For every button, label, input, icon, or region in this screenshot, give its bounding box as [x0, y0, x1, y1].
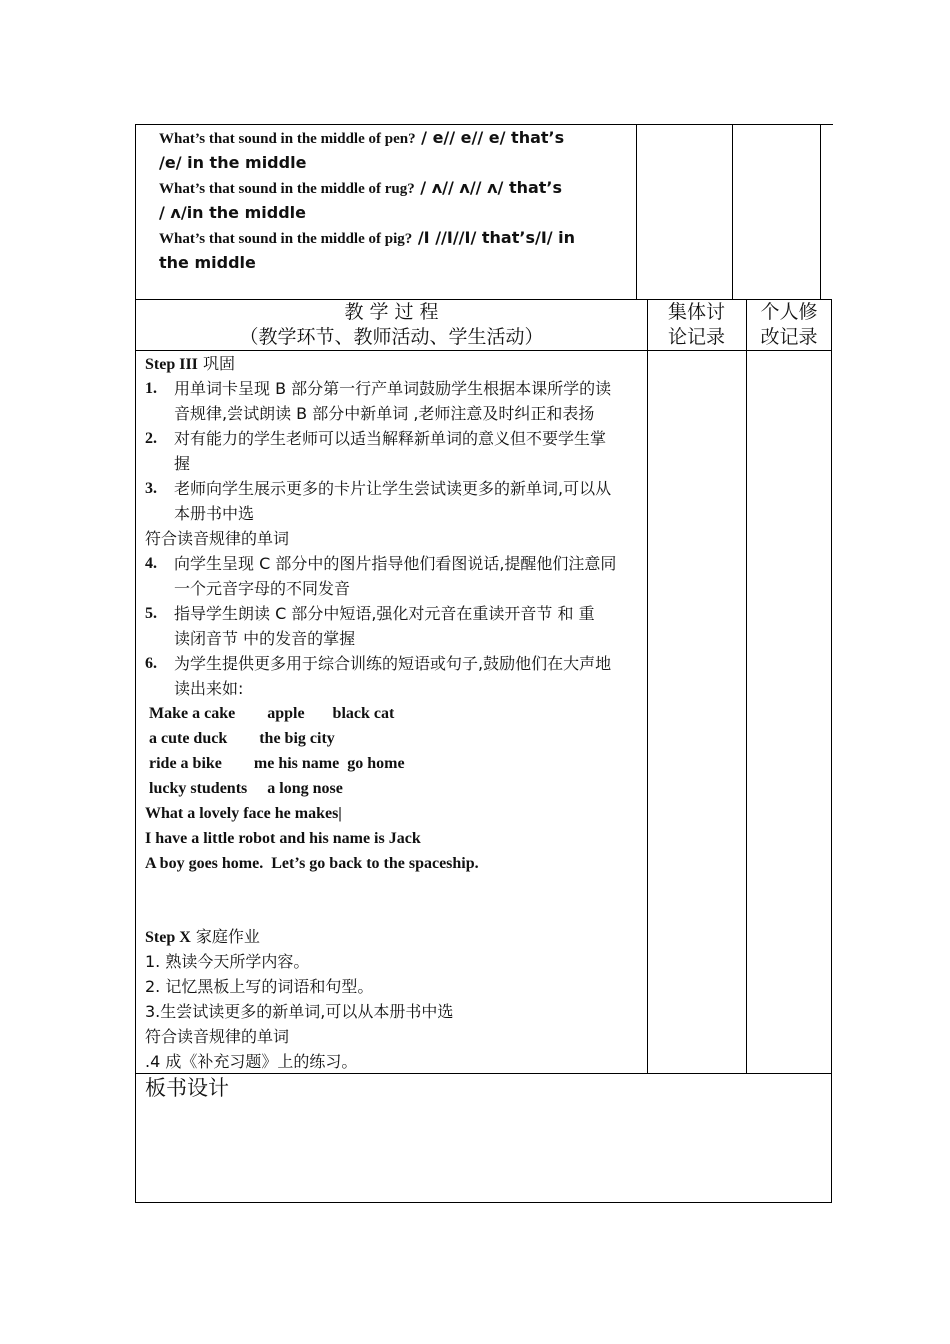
homework-item: 1. 熟读今天所学内容。	[145, 952, 310, 971]
step3-item2-line2: 握	[174, 454, 191, 473]
step3-item2-line1: 对有能力的学生老师可以适当解释新单词的意义但不要学生掌	[174, 429, 607, 448]
step3-note: 符合读音规律的单词	[145, 529, 290, 548]
sound-line-rug-cont: / ʌ/in the middle	[159, 203, 306, 222]
sound-line-rug: What’s that sound in the middle of rug? / ʌ// ʌ// ʌ/ that’s	[159, 178, 563, 197]
homework-item: 符合读音规律的单词	[145, 1027, 290, 1046]
sentence-line: What a lovely face he makes|	[145, 805, 342, 822]
step3-item3-num: 3.	[145, 480, 157, 497]
col-divider-1	[647, 300, 648, 1073]
step3-item5-line2: 读闭音节 中的发音的掌握	[174, 629, 356, 648]
group-record-line1: 集体讨	[667, 301, 725, 323]
sound-line-pen: What’s that sound in the middle of pen? / e// e// e/ that’s	[159, 128, 565, 147]
phrase-line: Make a cake apple black cat	[145, 705, 395, 722]
step3-item1-num: 1.	[145, 380, 157, 397]
sentence-line: I have a little robot and his name is Jack	[145, 830, 421, 847]
step3-title: Step III 巩固	[145, 354, 235, 373]
top-table-divider-3	[820, 125, 821, 300]
board-design-title: 板书设计	[145, 1076, 229, 1100]
step3-item1-line1: 用单词卡呈现 B 部分第一行产单词鼓励学生根据本课所学的读	[174, 379, 612, 398]
step3-item5-num: 5.	[145, 605, 157, 622]
sentence-line: A boy goes home. Let’s go back to the spaceship.	[145, 855, 479, 872]
step3-item1-line2: 音规律,尝试朗读 B 部分中新单词 ,老师注意及时纠正和表扬	[174, 404, 595, 423]
process-header	[136, 300, 647, 350]
step3-item6-line2: 读出来如:	[174, 679, 244, 698]
sound-line-pig-cont: the middle	[159, 253, 256, 272]
process-subtitle: （教学环节、教师活动、学生活动）	[239, 326, 544, 348]
step10-title: Step X 家庭作业	[145, 927, 260, 946]
group-record-header	[647, 300, 746, 350]
top-table-divider-2	[732, 125, 733, 300]
step3-item4-num: 4.	[145, 555, 157, 572]
group-record-line2: 论记录	[667, 326, 725, 348]
top-table-divider-1	[636, 125, 637, 300]
lesson-top-table	[135, 124, 832, 300]
phrase-line: lucky students a long nose	[145, 780, 343, 797]
phrase-line: a cute duck the big city	[145, 730, 335, 747]
step3-item4-line1: 向学生呈现 C 部分中的图片指导他们看图说话,提醒他们注意同	[174, 554, 617, 573]
homework-item: 3.生尝试读更多的新单词,可以从本册书中选	[145, 1002, 454, 1021]
homework-item: .4 成《补充习题》上的练习。	[145, 1052, 358, 1071]
homework-item: 2. 记忆黑板上写的词语和句型。	[145, 977, 374, 996]
step3-item2-num: 2.	[145, 430, 157, 447]
step3-item3-line2: 本册书中选	[174, 504, 255, 523]
personal-record-line2: 改记录	[760, 326, 818, 348]
phrase-line: ride a bike me his name go home	[145, 755, 405, 772]
sound-line-pen-cont: /e/ in the middle	[159, 153, 307, 172]
step3-item3-line1: 老师向学生展示更多的卡片让学生尝试读更多的新单词,可以从	[174, 479, 612, 498]
personal-record-header	[746, 300, 832, 350]
col-divider-2	[746, 300, 747, 1073]
header-divider	[136, 350, 831, 351]
step3-item5-line1: 指导学生朗读 C 部分中短语,强化对元音在重读开音节 和 重	[174, 604, 595, 623]
personal-record-line1: 个人修	[760, 301, 818, 323]
lesson-main-table	[135, 299, 832, 1203]
step3-item6-num: 6.	[145, 655, 157, 672]
step3-item4-line2: 一个元音字母的不同发音	[174, 579, 351, 598]
sound-line-pig: What’s that sound in the middle of pig? /I //I//I/ that’s/I/ in	[159, 228, 576, 247]
step3-item6-line1: 为学生提供更多用于综合训练的短语或句子,鼓励他们在大声地	[174, 654, 612, 673]
process-title: 教 学 过 程	[344, 301, 439, 323]
top-table-stub	[821, 124, 833, 125]
